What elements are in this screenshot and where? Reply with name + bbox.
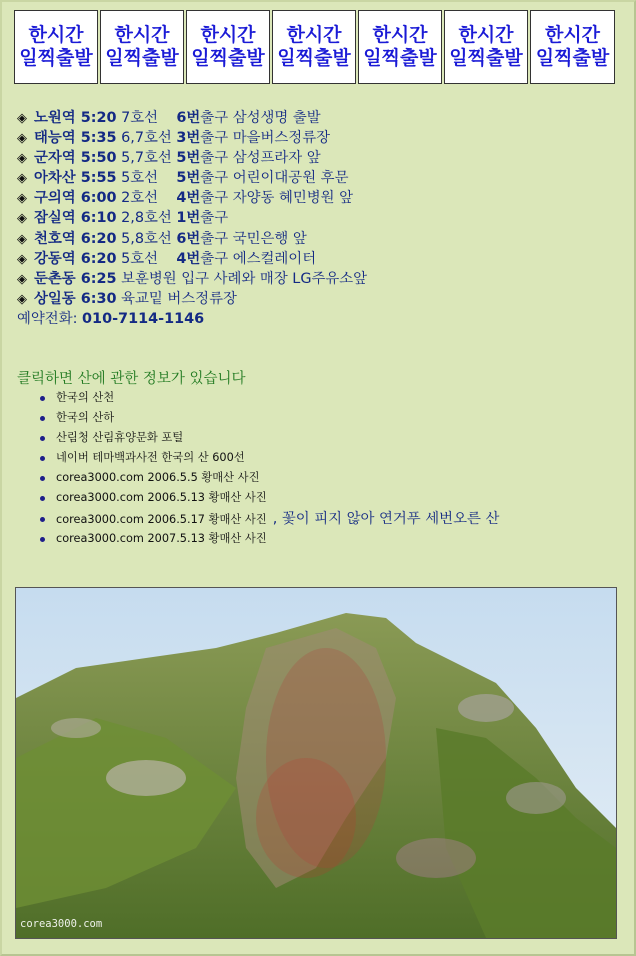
exit-number: 3번: [176, 130, 201, 147]
banner-tab-line2: 일찍출발: [535, 47, 610, 69]
phone-number: 010-7114-1146: [82, 310, 205, 327]
banner-tab-line2: 일찍출발: [19, 47, 93, 69]
banner-tab-1[interactable]: [14, 10, 98, 84]
diamond-icon: ◈: [17, 111, 27, 126]
meeting-point: 마을버스정류장: [232, 130, 330, 147]
exit-word: 출구: [200, 110, 229, 126]
mountain-info-links: [40, 388, 499, 549]
exit-word: 출구: [200, 190, 229, 207]
banner-tab-line2: 일찍출발: [277, 47, 351, 69]
subway-line: 2호선: [121, 190, 159, 207]
stop-name: 강동역: [34, 250, 76, 267]
stop-name: 태능역: [34, 130, 76, 147]
meeting-point: 국민은행 앞: [232, 230, 307, 247]
meeting-point: 어린이대공원 후문: [232, 170, 349, 187]
subway-line: 5,7호선: [121, 150, 172, 167]
stop-name: 아차산: [34, 170, 76, 187]
exit-number: 5번: [176, 150, 201, 167]
list-item: [40, 448, 499, 468]
diamond-icon: ◈: [17, 211, 27, 227]
meeting-point: 삼성생명 출발: [232, 110, 321, 126]
subway-line: 5,8호선: [121, 230, 172, 247]
bullet-icon: [40, 496, 45, 501]
link-forest-service[interactable]: 산림청 산림휴양문화 포털: [56, 431, 184, 445]
schedule-row: [17, 289, 367, 309]
info-heading: 클릭하면 산에 관한 정보가 있습니다: [17, 371, 246, 387]
schedule-row: [17, 168, 367, 188]
bullet-icon: [40, 436, 45, 441]
subway-line: 7호선: [121, 110, 159, 126]
link-korea-sanha[interactable]: 한국의 산하: [56, 411, 115, 425]
link-photo-2006-5-17[interactable]: corea3000.com 2006.5.17 황매산 사진: [56, 512, 267, 526]
link-korea-sancheon[interactable]: 한국의 산천: [56, 391, 115, 404]
schedule-row: [17, 208, 367, 228]
stop-name: 구의역: [34, 190, 76, 207]
diamond-icon: ◈: [17, 251, 27, 267]
bullet-icon: [40, 416, 45, 421]
exit-word: 출구: [200, 210, 229, 227]
schedule-row: [17, 249, 367, 269]
banner-tab-5[interactable]: [358, 10, 442, 84]
link-note: , 꽃이 피지 않아 연거푸 세번오른 산: [272, 510, 500, 527]
exit-number: 6번: [176, 110, 201, 126]
departure-time: 5:50: [80, 150, 117, 167]
link-naver-encyclopedia[interactable]: 네이버 테마백과사전 한국의 산 600선: [56, 451, 245, 465]
departure-time: 6:30: [80, 290, 117, 307]
schedule-row: [17, 269, 367, 289]
list-item: [40, 529, 499, 549]
banner-tabs: [14, 10, 615, 86]
stop-name: 노원역: [34, 110, 76, 126]
list-item: [40, 488, 499, 508]
diamond-icon: ◈: [17, 151, 27, 167]
bullet-icon: [40, 456, 45, 461]
exit-number: 4번: [176, 190, 201, 207]
phone-label: 예약전화:: [17, 310, 78, 327]
list-item: [40, 408, 499, 428]
bullet-icon: [40, 517, 45, 522]
exit-number: 4번: [176, 250, 201, 267]
subway-line: 2,8호선: [121, 210, 172, 227]
banner-tab-line2: 일찍출발: [363, 47, 437, 69]
list-item: [40, 468, 499, 488]
departure-time: 6:00: [80, 190, 117, 207]
banner-tab-line1: 한시간: [544, 24, 601, 46]
exit-word: 출구: [200, 230, 229, 247]
exit-number: 1번: [176, 210, 201, 227]
departure-time: 6:25: [80, 270, 117, 287]
banner-tab-3[interactable]: [186, 10, 270, 84]
banner-tab-4[interactable]: [272, 10, 356, 84]
photo-watermark: corea3000.com: [20, 918, 103, 930]
banner-tab-line1: 한시간: [114, 24, 170, 46]
schedule-row: [17, 229, 367, 249]
meeting-point: 자양동 혜민병원 앞: [232, 190, 354, 207]
departure-time: 5:55: [80, 170, 117, 187]
banner-tab-6[interactable]: [444, 10, 528, 84]
list-item: [40, 428, 499, 448]
exit-word: 출구: [200, 170, 229, 187]
diamond-icon: ◈: [17, 131, 27, 147]
exit-word: 출구: [200, 150, 229, 167]
stop-name: 둔촌동: [34, 270, 76, 287]
banner-tab-line1: 한시간: [200, 24, 256, 46]
schedule-row: [17, 148, 367, 168]
banner-tab-line2: 일찍출발: [449, 47, 523, 69]
mountain-photo: [15, 587, 617, 939]
subway-line: 보훈병원 입구 사례와 매장 LG주유소앞: [121, 270, 368, 287]
exit-number: 5번: [176, 170, 201, 187]
banner-tab-line1: 한시간: [286, 24, 342, 46]
list-item: [40, 388, 499, 408]
departure-time: 5:20: [80, 110, 117, 126]
diamond-icon: ◈: [17, 271, 27, 287]
departure-time: 6:20: [80, 250, 117, 267]
stop-name: 잠실역: [34, 210, 76, 227]
link-photo-2006-5-13[interactable]: corea3000.com 2006.5.13 황매산 사진: [56, 491, 267, 505]
exit-word: 출구: [200, 130, 229, 147]
exit-number: 6번: [176, 230, 201, 247]
phone-row: [17, 309, 367, 329]
banner-tab-line1: 한시간: [458, 24, 514, 46]
subway-line: 6,7호선: [121, 130, 172, 147]
banner-tab-2[interactable]: [100, 10, 184, 84]
stop-name: 천호역: [34, 230, 76, 247]
diamond-icon: ◈: [17, 231, 27, 247]
stop-name: 군자역: [34, 150, 76, 167]
meeting-point: 에스컬레이터: [232, 250, 317, 267]
departure-time: 6:20: [80, 230, 117, 247]
meeting-point: 삼성프라자 앞: [232, 150, 321, 167]
departure-time: 6:10: [80, 210, 117, 227]
diamond-icon: ◈: [17, 291, 27, 307]
exit-word: 출구: [200, 250, 229, 267]
subway-line: 5호선: [121, 250, 159, 267]
list-item: [40, 509, 499, 529]
banner-tab-line1: 한시간: [372, 24, 428, 46]
subway-line: 육교밑 버스정류장: [121, 290, 237, 307]
stop-name: 상일동: [34, 290, 76, 307]
schedule-row: [17, 188, 367, 208]
bullet-icon: [40, 537, 45, 542]
link-photo-2006-5-5[interactable]: corea3000.com 2006.5.5 황매산 사진: [56, 471, 260, 485]
schedule-row: [17, 128, 367, 148]
bullet-icon: [40, 396, 45, 401]
subway-line: 5호선: [121, 170, 159, 187]
diamond-icon: ◈: [17, 191, 27, 207]
banner-tab-7[interactable]: [530, 10, 615, 84]
banner-tab-line2: 일찍출발: [105, 47, 179, 69]
departure-schedule: [17, 108, 367, 329]
schedule-row: [17, 108, 367, 128]
bullet-icon: [40, 476, 45, 481]
link-photo-2007-5-13[interactable]: corea3000.com 2007.5.13 황매산 사진: [56, 531, 267, 545]
diamond-icon: ◈: [17, 171, 27, 187]
banner-tab-line1: 한시간: [28, 24, 84, 46]
mountain-illustration: [16, 588, 616, 938]
departure-time: 5:35: [80, 130, 117, 147]
banner-tab-line2: 일찍출발: [191, 47, 265, 69]
